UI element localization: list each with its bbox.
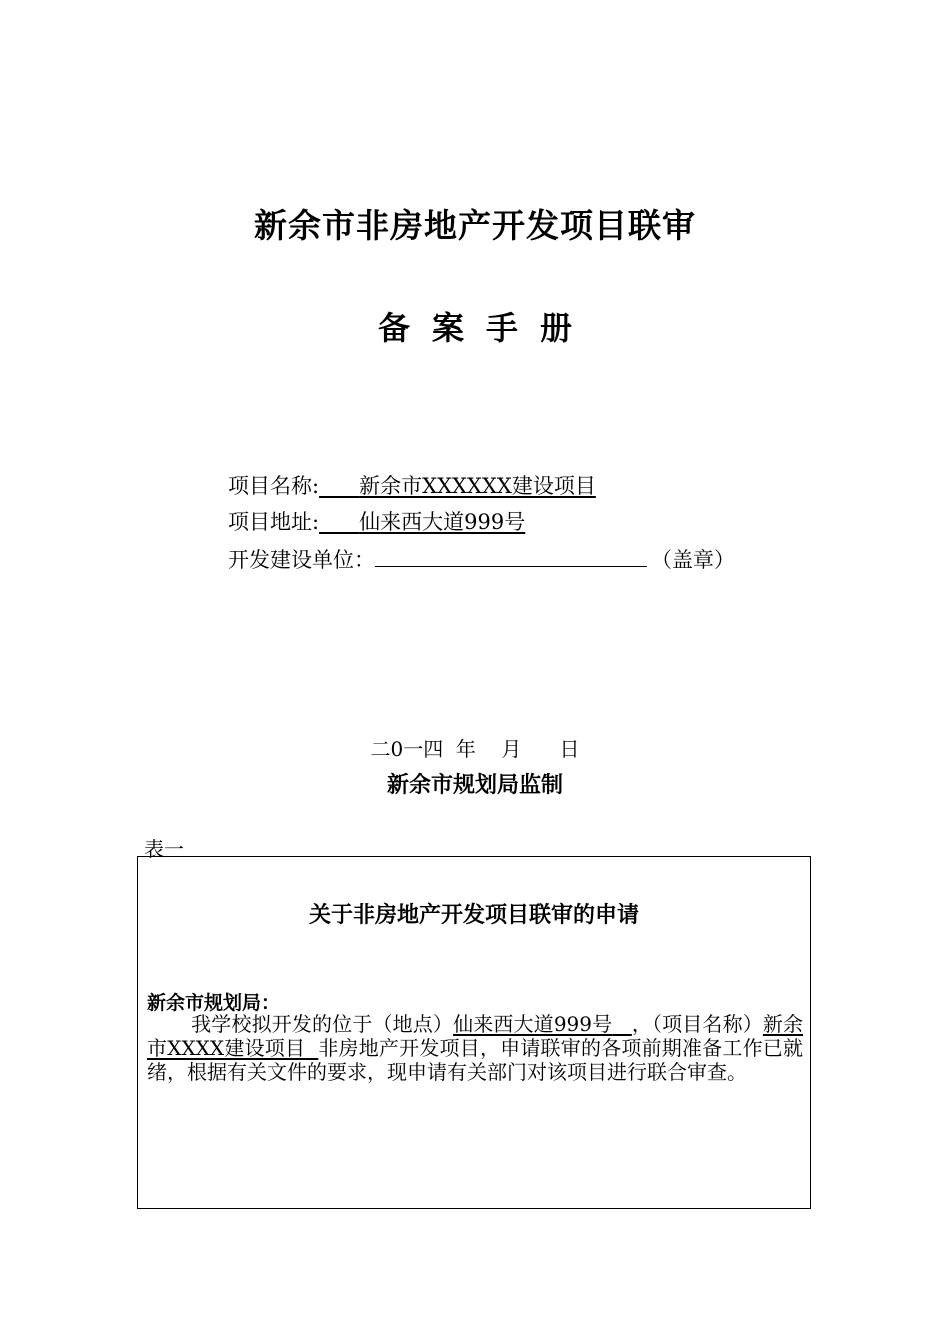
body-prefix: 我学校拟开发的位于（地点） [191, 1012, 454, 1036]
cover-title: 新余市非房地产开发项目联审 [254, 206, 696, 245]
developer-blank [375, 546, 647, 567]
developer-label: 开发建设单位： [228, 548, 375, 572]
project-name-value: 新余市XXXXXX建设项目 [359, 474, 596, 498]
table-label: 表一 [144, 837, 184, 861]
body-location: 仙来西大道999号 [453, 1012, 613, 1036]
addressee: 新余市规划局： [147, 992, 281, 1014]
application-body [147, 1012, 803, 1084]
issuer: 新余市规划局监制 [386, 773, 563, 798]
application-title: 关于非房地产开发项目联审的申请 [308, 903, 639, 928]
developer-row [228, 546, 735, 574]
application-box [137, 856, 811, 1209]
cover-subtitle: 备案手册 [377, 309, 594, 347]
body-suffix: 非房地产开发项目，申请联审的各项前期准备工作已就绪，根据有关文件的要求，现申请有关部门对该项目进行联合审查。 [147, 1036, 804, 1084]
project-name-row [228, 472, 596, 500]
developer-seal: （盖章） [651, 548, 735, 572]
body-project: 新余市XXXX建设项目 [147, 1012, 804, 1060]
body-mid: ，（项目名称） [631, 1012, 763, 1036]
project-address-label: 项目地址: [228, 510, 320, 534]
project-name-label: 项目名称: [228, 474, 320, 498]
project-address-value: 仙来西大道999号 [359, 510, 526, 534]
date-line: 二0一四 年 月 日 [370, 737, 580, 761]
project-address-row [228, 508, 525, 536]
